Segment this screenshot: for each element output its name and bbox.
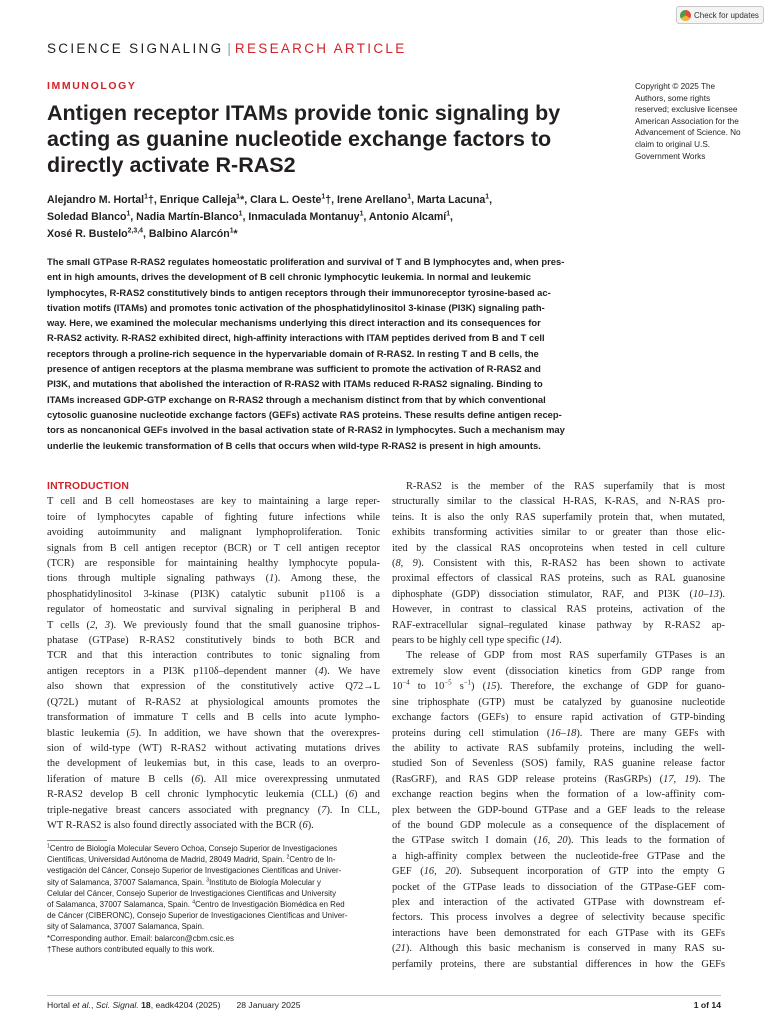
right-col-line-16: exchange factors (GEFs) to ensure rapid activation of GTP-binding <box>392 712 725 724</box>
left-col-line-18: the development of leukemias but, in this case, leads to an overpro- <box>47 758 380 770</box>
right-col-line-27: pocket of the GTPase leads to dissociation of the GTPase-GEF com- <box>392 881 725 893</box>
abstract-line-2: ent in high amounts, drives the development of B cell chronic lymphocytic leukemia. In normal and leukemic <box>47 271 531 283</box>
right-col-line-7: proximal effectors of classical RAS proteins, such as RAL guanosine <box>392 573 725 585</box>
body-column-right <box>392 479 725 972</box>
left-col-line-2: toire of lymphocytes capable of fighting future infections while <box>47 511 380 523</box>
footnote-divider <box>47 840 107 841</box>
right-col-line-23: of the bound GDP molecule as a consequence of the displacement of <box>392 819 725 831</box>
abstract-line-3: lymphocytes, R-RAS2 constitutively binds to antigen receptors through their immunoreceptor tyrosine-based ac- <box>47 286 551 298</box>
right-column-text <box>392 479 725 972</box>
right-col-line-1: R-RAS2 is the member of the RAS superfamily that is most <box>406 481 725 492</box>
authors-line-3: Xosé R. Bustelo$^{2,3,4}$, Balbino Alarcón$^1$* <box>47 227 238 241</box>
article-type: RESEARCH ARTICLE <box>234 41 407 56</box>
right-col-line-15: sine triphosphate (GTP) must be catalyzed by guanosine nucleotide <box>392 696 725 708</box>
footer-divider <box>47 995 721 996</box>
right-col-line-30: interactions have been demonstrated for each GTPase with its GEFs <box>392 927 725 939</box>
left-column-text <box>47 494 380 833</box>
left-col-line-13: also shown that expression of the constitutively active Q72→L <box>47 681 380 693</box>
authors-line-1: Alejandro M. Hortal$^1$†, Enrique Calleja$^1$*, Clara L. Oeste$^1$†, Irene Arellano$^1$, Marta Lacuna$^1$, <box>47 193 493 206</box>
right-col-line-28: plex and interaction of the activated GTPase with downstream ef- <box>392 896 725 908</box>
right-col-line-8: diphosphate (GDP) dissociation stimulator, RAF, and PI3K (10–13). <box>392 588 725 600</box>
right-col-line-10: RAF-extracellular signal–regulated kinase pathway by R-RAS2 ap- <box>392 619 725 631</box>
left-col-line-12: antigen receptors in a PI3K p110δ–dependent manner (4). We have <box>47 665 380 677</box>
authors-line-2: Soledad Blanco$^1$, Nadia Martín-Blanco$^1$, Inmaculada Montanuy$^1$, Antonio Alcamí$^1$, <box>47 210 453 224</box>
left-col-line-7: phosphatidylinositol 3-kinase (PI3K) catalytic subunit p110δ is a <box>47 588 380 600</box>
right-col-line-31: (21). Although this basic mechanism is conserved in many RAS su- <box>392 943 725 955</box>
abstract-line-7: receptors through a proline-rich sequence in the hypervariable domain of R-RAS2. In resting T and B cells, the <box>47 347 539 359</box>
abstract-line-1: The small GTPase R-RAS2 regulates homeostatic proliferation and survival of T and B lymphocytes and, when pres- <box>47 256 565 267</box>
right-col-line-14: $10^{-4}$ to $10^{-5}$ $s^{-1}$) (15). Therefore, the exchange of GDP for guano- <box>392 679 725 693</box>
right-col-line-22: plex between the GDP-bound GTPase and a GEF leads to the release <box>392 804 725 816</box>
right-col-line-24: the GTPase switch I domain (16, 20). This leads to the formation of <box>392 835 726 847</box>
left-col-line-9: T cells (2, 3). We previously found that the small guanosine triphos- <box>47 619 380 631</box>
footnote-line-9: *Corresponding author. Email: balarcon@cbm.csic.es <box>47 933 234 943</box>
right-col-line-12: The release of GDP from most RAS superfamily GTPases is an <box>406 650 725 662</box>
left-col-line-14: (Q72L) mutant of R-RAS2 at physiological amounts promotes the <box>47 696 380 708</box>
right-col-line-18: the ability to activate RAS subfamily proteins, including the well- <box>392 742 725 754</box>
left-col-line-8: regulator of homeostatic and survival signaling in peripheral B and <box>47 604 380 616</box>
title-line-3: directly activate R-RAS2 <box>47 153 296 177</box>
left-col-line-19: liferation of mature B cells (6). All mice overexpressing unmutated <box>47 773 380 785</box>
title-line-2: acting as guanine nucleotide exchange factors to <box>47 127 552 151</box>
left-col-line-15: transformation of immature T cells and B cells into acute lympho- <box>47 712 380 724</box>
right-col-line-6: (8, 9). Consistent with this, R-RAS2 has been shown to activate <box>392 558 725 570</box>
left-col-line-1: T cell and B cell homeostases are key to maintaining a large reper- <box>47 496 380 508</box>
abstract-line-12: tors as noncanonical GEFs involved in the basal activation state of R-RAS2 in lymphocytes. Such a mechanism may <box>47 424 565 436</box>
abstract <box>47 254 617 453</box>
left-col-line-20: R-RAS2 develop B cell chronic lymphocytic leukemia (CLL) (6) and <box>47 789 380 801</box>
right-col-line-13: extremely slow event (dissociation kinetics from GDP range from <box>392 665 725 677</box>
left-col-line-3: avoiding autoimmunity and malignant lymphoproliferation. Tonic <box>47 527 380 539</box>
footnote-line-10: †These authors contributed equally to this work. <box>47 944 215 954</box>
left-col-line-17: sion of wild-type (WT) R-RAS2 without activating mutations drives <box>47 742 380 754</box>
left-col-line-11: TCR and that this interaction contributes to tonic signaling from <box>47 650 380 662</box>
right-col-line-4: exhibits transforming activities similar to or greater than those elic- <box>392 527 725 539</box>
right-col-line-17: proteins during cell stimulation (16–18). There are many GEFs with <box>392 727 725 739</box>
abstract-line-4: tivation motifs (ITAMs) and promotes tonic activation of the phosphatidylinositol 3-kinase (PI3K) signaling path- <box>47 301 545 313</box>
abstract-line-9: PI3K, and mutations that abolished the interaction of R-RAS2 with ITAMs reduced R-RAS2 signaling. Binding to <box>47 378 543 390</box>
subject-category: IMMUNOLOGY <box>47 80 137 92</box>
right-col-line-2: structurally similar to the classical H-RAS, K-RAS, and N-RAS pro- <box>392 496 725 508</box>
footnote-line-6: of Salamanca, 37007 Salamanca, Spain. $^4$Centro de Investigación Biomédica en Red <box>47 899 345 910</box>
right-col-line-3: teins. It is also the only RAS superfamily protein that, when mutated, <box>392 511 725 523</box>
abstract-line-5: way. Here, we examined the molecular mechanisms underlying this direct interaction and its consequences for <box>47 317 541 329</box>
footnote-line-3: vestigación del Cáncer, Consejo Superior de Investigaciones Científicas and Univer- <box>47 866 342 876</box>
right-col-line-19: studied Son of Sevenless (SOS) family, RAS guanine release factor <box>392 758 725 770</box>
footnote-line-7: de Cáncer (CIBERONC), Consejo Superior de Investigaciones Científicas and Univer- <box>47 911 348 921</box>
body-column-left <box>47 479 380 833</box>
check-for-updates-button[interactable] <box>676 6 764 24</box>
abstract-line-10: ITAMs increased GDP-GTP exchange on R-RAS2 through a mechanism distinct from that by which conventional <box>47 393 546 405</box>
journal-name: SCIENCE SIGNALING <box>47 41 224 56</box>
right-col-line-20: (RasGRF), and RAS GDP release proteins (RasGRPs) (17, 19). The <box>392 773 726 785</box>
abstract-line-6: R-RAS2 activity. R-RAS2 exhibited direct, high-affinity interactions with ITAM peptides derived from B and T cell <box>47 332 545 344</box>
right-col-line-29: fectors. This process involves a degree of selectivity because specific <box>392 912 725 924</box>
section-heading-introduction: INTRODUCTION <box>47 481 130 492</box>
abstract-line-11: cytosolic guanosine nucleotide exchange factors (GEFs) activate RAS proteins. These results define antigen recep- <box>47 408 562 420</box>
right-col-line-11: pears to be highly cell type specific (14). <box>392 635 562 647</box>
right-col-line-25: a high-affinity complex between the nucleotide-free GTPase and the <box>392 850 725 862</box>
footnote-line-5: Celular del Cáncer, Consejo Superior de Investigaciones Científicas and University <box>47 888 337 898</box>
title-line-1: Antigen receptor ITAMs provide tonic signaling by <box>47 101 561 125</box>
footnote-line-2: Científicas, Universidad Autónoma de Madrid, 28049 Madrid, Spain. $^2$Centro de In- <box>47 854 336 865</box>
right-col-line-9: However, in contrast to classical RAS proteins, activation of the <box>392 604 725 616</box>
page-number: 1 of 14 <box>693 1000 721 1010</box>
footer-citation: Hortal et al., Sci. Signal. 18, eadk4204 (2025) 28 January 2025 <box>47 1000 301 1010</box>
left-col-line-10: phatase (GTPase) R-RAS2 constitutively binds to both BCR and <box>47 635 380 647</box>
abstract-line-8: presence of antigen receptors at the plasma membrane was sufficient to promote the activation of R-RAS2 and <box>47 363 541 375</box>
header-separator: | <box>227 41 231 56</box>
abstract-line-13: underlie the leukemic transformation of B cells that occurs when wild-type R-RAS2 is present in high amounts. <box>47 439 541 451</box>
article-title <box>47 100 587 178</box>
footnote-line-1: $^1$Centro de Biología Molecular Severo Ochoa, Consejo Superior de Investigaciones <box>47 843 338 853</box>
left-col-line-6: tions through multiple signaling pathways (1). Among these, the <box>47 573 380 585</box>
left-col-line-5: (TCR) are responsible for maintaining healthy lymphocyte popula- <box>47 558 380 570</box>
right-col-line-32: perfamily proteins, there are substantial differences in how the GEFs <box>392 958 725 970</box>
affiliations-footnotes <box>47 843 387 955</box>
check-for-updates-label: Check for updates <box>694 10 759 20</box>
footnote-line-8: sity of Salamanca, 37007 Salamanca, Spain. <box>47 922 205 932</box>
crossmark-icon <box>680 10 691 21</box>
left-col-line-16: blastic leukemia (5). In addition, we have shown that the overexpres- <box>47 727 380 739</box>
right-col-line-5: ited by the classical RAS oncoproteins when tested in cell culture <box>392 542 725 554</box>
journal-header <box>47 41 407 56</box>
right-col-line-26: GEF (16, 20). Subsequent incorporation of GTP into the empty G <box>392 866 725 878</box>
author-list <box>47 192 607 244</box>
left-col-line-22: WT R-RAS2 is also found directly associated with the BCR (6). <box>47 819 314 831</box>
left-col-line-4: signals from B cell antigen receptor (BCR) or T cell antigen receptor <box>47 542 380 554</box>
copyright-notice: Copyright © 2025 The Authors, some rights reserved; exclusive licensee American Association for the Advancement of Science. No claim to original U.S. Government Works <box>635 82 741 161</box>
footnote-line-4: sity of Salamanca, 37007 Salamanca, Spain. $^3$Instituto de Biología Molecular y <box>47 876 321 887</box>
left-col-line-21: triple-negative breast cancers associated with pregnancy (7). In CLL, <box>47 804 380 816</box>
right-col-line-21: exchange reaction begins when the formation of a low-affinity com- <box>392 789 725 801</box>
